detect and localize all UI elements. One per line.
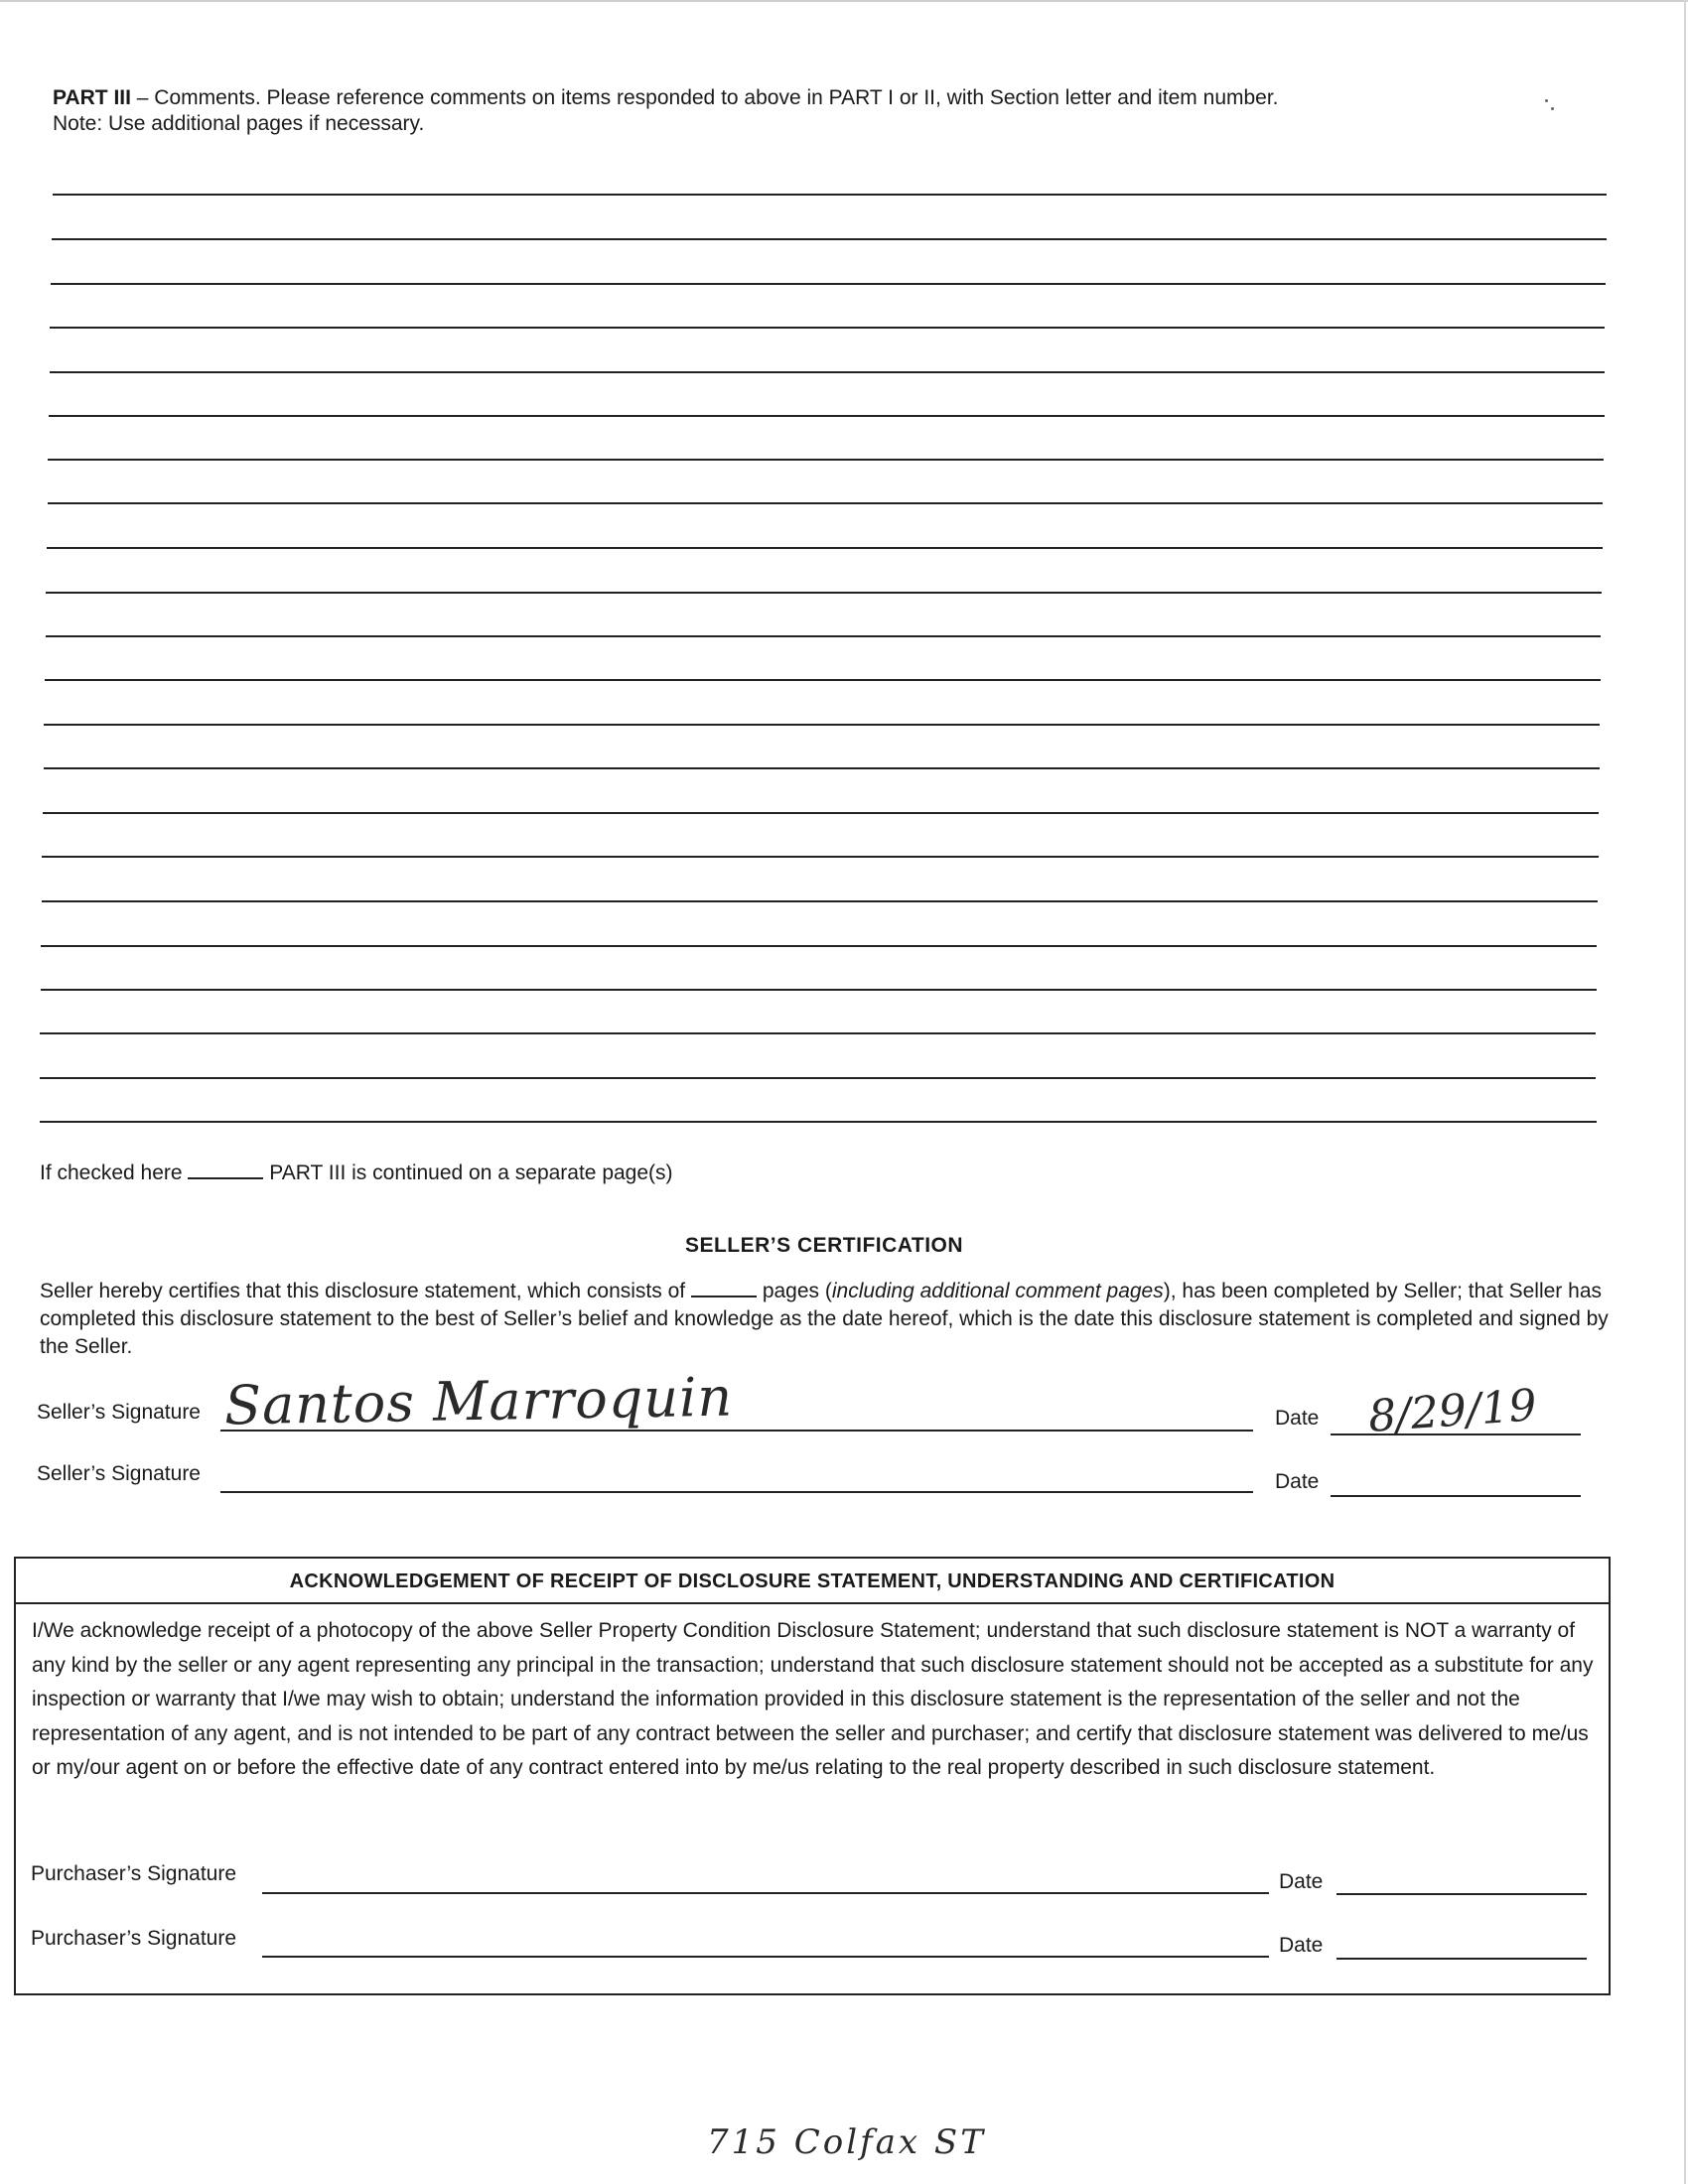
continuation-note xyxy=(40,1160,673,1186)
part3-heading-text: – Comments. Please reference comments on items responded to above in PART I or II, with Section letter and item number. xyxy=(130,86,1279,109)
seller-certification-body xyxy=(40,1278,1609,1361)
cert-body-part2: pages ( xyxy=(762,1280,832,1302)
part3-heading-bold: PART III xyxy=(53,86,131,109)
comment-line[interactable] xyxy=(43,812,1599,814)
comment-line[interactable] xyxy=(47,547,1603,549)
purchaser-signature-label: Purchaser’s Signature xyxy=(31,1927,237,1950)
comment-line[interactable] xyxy=(42,900,1598,902)
comment-line[interactable] xyxy=(48,502,1603,504)
comment-line[interactable] xyxy=(53,194,1607,196)
cert-body-part3: ), has been completed by Seller; that Seller has completed this disclosure statement to the best of Seller’s belief and knowledge as the date hereof, which is the date this disclosure statement is completed and signed by the Seller. xyxy=(40,1280,1609,1358)
comment-line[interactable] xyxy=(52,238,1607,240)
comment-line[interactable] xyxy=(46,635,1601,637)
seller-date-label: Date xyxy=(1275,1470,1320,1493)
seller-signature-label: Seller’s Signature xyxy=(37,1401,201,1424)
comment-line[interactable] xyxy=(41,989,1597,991)
comment-line[interactable] xyxy=(42,856,1599,858)
comment-line[interactable] xyxy=(48,459,1604,461)
seller-date-field[interactable] xyxy=(1331,1495,1581,1497)
continuation-prefix: If checked here xyxy=(40,1161,183,1184)
comment-line[interactable] xyxy=(44,724,1600,726)
purchaser-signature-field[interactable] xyxy=(262,1956,1269,1958)
continuation-suffix: PART III is continued on a separate page(s) xyxy=(269,1161,673,1184)
handwritten-address: 715 Colfax ST xyxy=(707,2122,986,2162)
comment-line[interactable] xyxy=(49,415,1605,417)
comment-line[interactable] xyxy=(40,1032,1596,1034)
acknowledgement-body: I/We acknowledge receipt of a photocopy of the above Seller Property Condition Disclosure Statement; understand that such disclosure statement is NOT a warranty of any kind by the seller or any agent representing any principal in the transaction; understand that such disclosure statement should not be accepted as a substitute for any inspection or warranty that I/we may wish to obtain; understand the information provided in this disclosure statement is the representation of the seller and not the representation of any agent, and is not intended to be part of any contract between the seller and purchaser; and certify that disclosure statement was delivered to me/us or my/our agent on or before the effective date of any contract entered into by me/us relating to the real property described in such disclosure statement. xyxy=(32,1619,1594,1779)
comment-line[interactable] xyxy=(44,767,1600,769)
acknowledgement-box xyxy=(14,1557,1611,1995)
comment-line[interactable] xyxy=(40,1121,1597,1123)
comment-line[interactable] xyxy=(51,283,1606,285)
seller-signature-field[interactable] xyxy=(220,1491,1253,1493)
purchaser-date-field[interactable] xyxy=(1336,1893,1587,1895)
comment-line[interactable] xyxy=(50,371,1605,373)
purchaser-signature-field[interactable] xyxy=(262,1892,1269,1894)
cert-body-part1: Seller hereby certifies that this disclosure statement, which consists of xyxy=(40,1280,686,1302)
page-count-field[interactable] xyxy=(691,1278,757,1297)
purchaser-date-field[interactable] xyxy=(1336,1958,1587,1960)
seller-signature-label: Seller’s Signature xyxy=(37,1462,201,1485)
cert-body-italic: including additional comment pages xyxy=(831,1280,1164,1302)
part3-note: Note: Use additional pages if necessary. xyxy=(53,112,425,135)
comment-line[interactable] xyxy=(41,945,1597,947)
purchaser-date-label: Date xyxy=(1279,1870,1324,1893)
comment-line[interactable] xyxy=(50,327,1605,329)
seller-signature-handwriting: Santos Marroquin xyxy=(223,1365,734,1437)
comment-line[interactable] xyxy=(45,679,1601,681)
purchaser-signature-label: Purchaser’s Signature xyxy=(31,1862,237,1885)
purchaser-date-label: Date xyxy=(1279,1934,1324,1957)
seller-date-handwriting: 8/29/19 xyxy=(1366,1380,1539,1442)
continuation-check-field[interactable] xyxy=(188,1160,263,1179)
acknowledgement-title: ACKNOWLEDGEMENT OF RECEIPT OF DISCLOSURE STATEMENT, UNDERSTANDING AND CERTIFICATION xyxy=(16,1559,1609,1604)
comment-line[interactable] xyxy=(46,592,1602,594)
seller-certification-title: SELLER’S CERTIFICATION xyxy=(684,1234,964,1257)
comment-line[interactable] xyxy=(40,1077,1596,1079)
seller-date-label: Date xyxy=(1275,1407,1320,1430)
